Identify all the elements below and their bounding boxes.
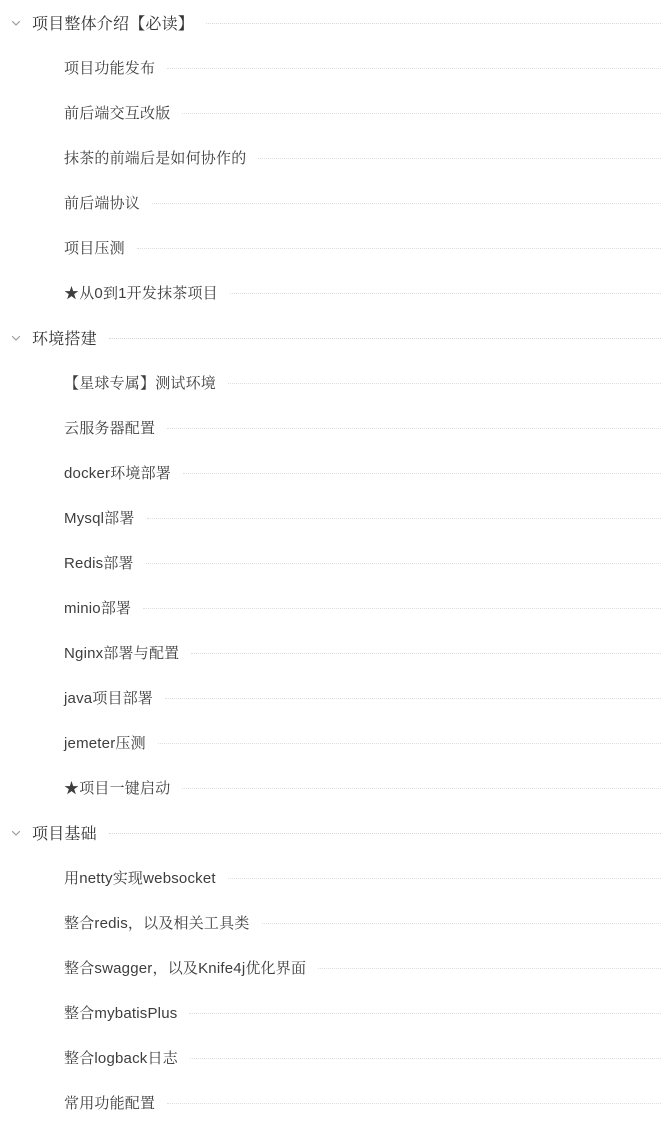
lesson-item[interactable] — [0, 900, 665, 945]
lesson-title: jemeter压测 — [64, 735, 146, 752]
lesson-item[interactable] — [0, 180, 665, 225]
lesson-title: 前后端协议 — [64, 195, 141, 212]
lesson-item[interactable] — [0, 765, 665, 810]
section-title: 环境搭建 — [32, 331, 97, 348]
section-header[interactable] — [0, 0, 665, 45]
lesson-title: 项目功能发布 — [64, 60, 156, 77]
dotted-separator — [191, 653, 661, 655]
lesson-item[interactable] — [0, 1035, 665, 1080]
lesson-item[interactable] — [0, 225, 665, 270]
lesson-item[interactable] — [0, 135, 665, 180]
lesson-item[interactable] — [0, 90, 665, 135]
dotted-separator — [147, 518, 661, 520]
outline-section — [0, 0, 665, 315]
lesson-item[interactable] — [0, 450, 665, 495]
chevron-down-icon[interactable] — [8, 825, 24, 841]
outline-section — [0, 810, 665, 1125]
lesson-item[interactable] — [0, 630, 665, 675]
lesson-title: 云服务器配置 — [64, 420, 156, 437]
lesson-item[interactable] — [0, 495, 665, 540]
dotted-separator — [228, 878, 661, 880]
dotted-separator — [318, 968, 661, 970]
dotted-separator — [165, 698, 661, 700]
lesson-title: 项目压测 — [64, 240, 125, 257]
lesson-title: 整合redis，以及相关工具类 — [64, 915, 250, 932]
dotted-separator — [230, 293, 661, 295]
dotted-separator — [258, 158, 661, 160]
dotted-separator — [167, 1103, 661, 1105]
dotted-separator — [152, 203, 661, 205]
lesson-title: 常用功能配置 — [64, 1095, 156, 1112]
dotted-separator — [109, 338, 661, 340]
lesson-item[interactable] — [0, 270, 665, 315]
section-header[interactable] — [0, 315, 665, 360]
lesson-item[interactable] — [0, 720, 665, 765]
dotted-separator — [228, 383, 661, 385]
dotted-separator — [182, 788, 661, 790]
dotted-separator — [182, 113, 661, 115]
dotted-separator — [262, 923, 661, 925]
lesson-title: Redis部署 — [64, 555, 134, 572]
dotted-separator — [137, 248, 661, 250]
dotted-separator — [206, 23, 661, 25]
outline-section — [0, 315, 665, 810]
lesson-title: java项目部署 — [64, 690, 154, 707]
dotted-separator — [167, 428, 661, 430]
dotted-separator — [183, 473, 661, 475]
lesson-title: Mysql部署 — [64, 510, 135, 527]
lesson-item[interactable] — [0, 405, 665, 450]
lesson-title: 整合logback日志 — [64, 1050, 178, 1067]
dotted-separator — [143, 608, 661, 610]
section-header[interactable] — [0, 810, 665, 855]
chevron-down-icon[interactable] — [8, 330, 24, 346]
lesson-title: ★项目一键启动 — [64, 780, 171, 797]
dotted-separator — [109, 833, 661, 835]
lesson-title: 用netty实现websocket — [64, 870, 216, 887]
lesson-title: docker环境部署 — [64, 465, 172, 482]
dotted-separator — [146, 563, 661, 565]
lesson-item[interactable] — [0, 675, 665, 720]
dotted-separator — [158, 743, 661, 745]
lesson-item[interactable] — [0, 855, 665, 900]
lesson-title: 【星球专属】测试环境 — [64, 375, 217, 392]
lesson-item[interactable] — [0, 585, 665, 630]
dotted-separator — [189, 1013, 661, 1015]
lesson-title: Nginx部署与配置 — [64, 645, 180, 662]
lesson-title: 前后端交互改版 — [64, 105, 171, 122]
lesson-title: 抹茶的前端后是如何协作的 — [64, 150, 247, 167]
lesson-item[interactable] — [0, 945, 665, 990]
section-title: 项目整体介绍【必读】 — [32, 16, 195, 33]
chevron-down-icon[interactable] — [8, 15, 24, 31]
section-title: 项目基础 — [32, 826, 97, 843]
lesson-item[interactable] — [0, 540, 665, 585]
lesson-title: 整合mybatisPlus — [64, 1005, 178, 1022]
dotted-separator — [167, 68, 661, 70]
lesson-title: ★从0到1开发抹茶项目 — [64, 285, 218, 302]
lesson-item[interactable] — [0, 360, 665, 405]
lesson-title: 整合swagger，以及Knife4j优化界面 — [64, 960, 307, 977]
lesson-item[interactable] — [0, 1080, 665, 1125]
lesson-title: minio部署 — [64, 600, 132, 617]
lesson-item[interactable] — [0, 990, 665, 1035]
dotted-separator — [190, 1058, 661, 1060]
lesson-item[interactable] — [0, 45, 665, 90]
